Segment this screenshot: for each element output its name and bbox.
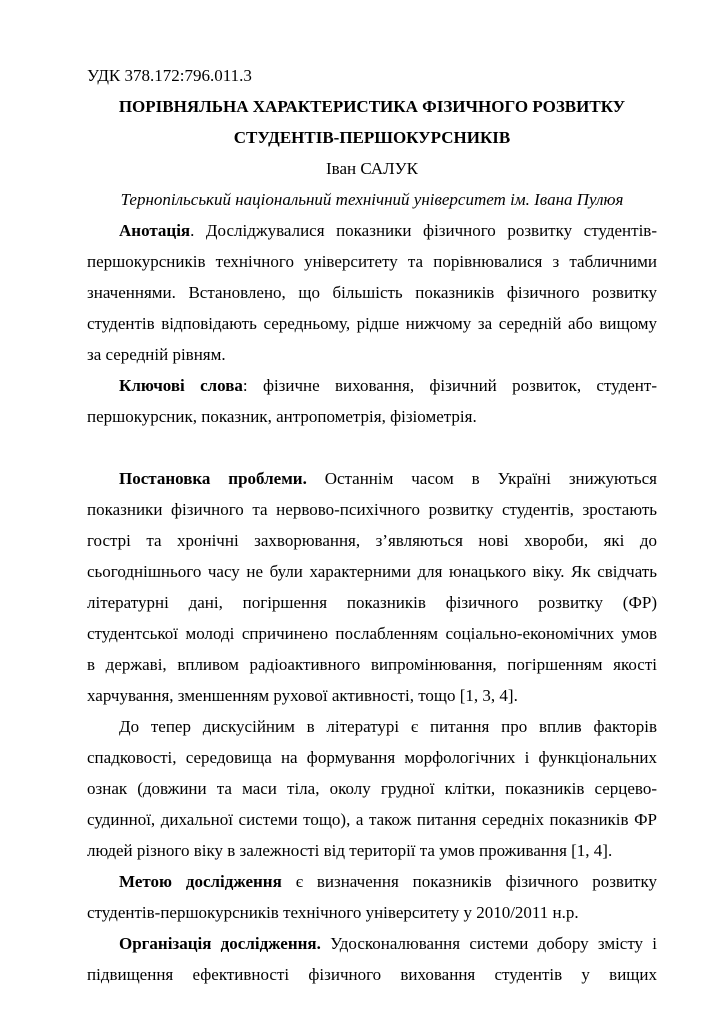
- abstract-paragraph: [87, 215, 657, 246]
- document-page: [87, 60, 657, 990]
- section-spacer: [87, 432, 657, 463]
- keywords-paragraph: [87, 370, 657, 401]
- organization-line: підвищення ефективності фізичного виховання студентів у вищих: [87, 965, 657, 984]
- problem-paragraph: [87, 463, 657, 494]
- udc-code: УДК 378.172:796.011.3: [87, 66, 252, 85]
- abstract-line: . Досліджувалися показники фізичного розвитку студентів-: [190, 221, 657, 240]
- abstract-label: Анотація: [119, 221, 191, 240]
- organization-label: Організація дослідження.: [119, 934, 321, 953]
- author-affiliation: Тернопільський національний технічний університет ім. Івана Пулюя: [120, 190, 624, 209]
- problem-label: Постановка проблеми.: [119, 469, 307, 488]
- organization-line: Удосконалювання системи добору змісту і: [320, 934, 657, 953]
- abstract-line: значеннями. Встановлено, що більшість показників фізичного розвитку: [87, 283, 657, 302]
- goal-label: Метою дослідження: [119, 872, 282, 891]
- problem-line: показники фізичного та нервово-психічного розвитку студентів, зростають: [87, 500, 657, 519]
- problem-line: літературні дані, погіршення показників фізичного розвитку (ФР): [87, 593, 657, 612]
- problem-line: сьогоднішнього часу не були характерними для юнацького віку. Як свідчать: [87, 562, 657, 581]
- title-line-1: ПОРІВНЯЛЬНА ХАРАКТЕРИСТИКА ФІЗИЧНОГО РОЗВИТКУ: [118, 97, 626, 116]
- title-line-2: СТУДЕНТІВ-ПЕРШОКУРСНИКІВ: [233, 128, 511, 147]
- discussion-line: спадковості, середовища на формування морфологічних і функціональних: [87, 748, 657, 767]
- goal-line: є визначення показників фізичного розвитку: [281, 872, 657, 891]
- discussion-line: ознак (довжини та маси тіла, околу грудної клітки, показників серцево-: [87, 779, 657, 798]
- keywords-label: Ключові слова: [119, 376, 243, 395]
- problem-line: Останнім часом в Україні знижуються: [306, 469, 658, 488]
- abstract-line: студентів відповідають середньому, рідше нижчому за середній або вищому: [87, 314, 657, 333]
- goal-paragraph: [87, 866, 657, 897]
- discussion-line: судинної, дихальної системи тощо), а також питання середніх показників ФР: [87, 810, 657, 829]
- organization-paragraph: [87, 928, 657, 959]
- discussion-line: людей різного віку в залежності від території та умов проживання [1, 4].: [87, 841, 613, 860]
- keywords-line: : фізичне виховання, фізичний розвиток, студент-: [242, 376, 657, 395]
- problem-line: студентської молоді спричинено послабленням соціально-економічних умов: [87, 624, 657, 643]
- author-name: Іван САЛУК: [325, 159, 419, 178]
- problem-line: гострі та хронічні захворювання, з’являються нові хвороби, які до: [87, 531, 657, 550]
- goal-line: студентів-першокурсників технічного університету у 2010/2011 н.р.: [87, 903, 579, 922]
- abstract-line: за середній рівням.: [87, 345, 226, 364]
- abstract-line: першокурсників технічного університету та порівнювалися з табличними: [87, 252, 657, 271]
- discussion-line: До тепер дискусійним в літературі є питання про вплив факторів: [119, 717, 657, 736]
- problem-line: в державі, впливом радіоактивного випромінювання, погіршенням якості: [87, 655, 657, 674]
- keywords-line: першокурсник, показник, антропометрія, фізіометрія.: [87, 407, 477, 426]
- problem-line: харчування, зменшенням рухової активності, тощо [1, 3, 4].: [87, 686, 518, 705]
